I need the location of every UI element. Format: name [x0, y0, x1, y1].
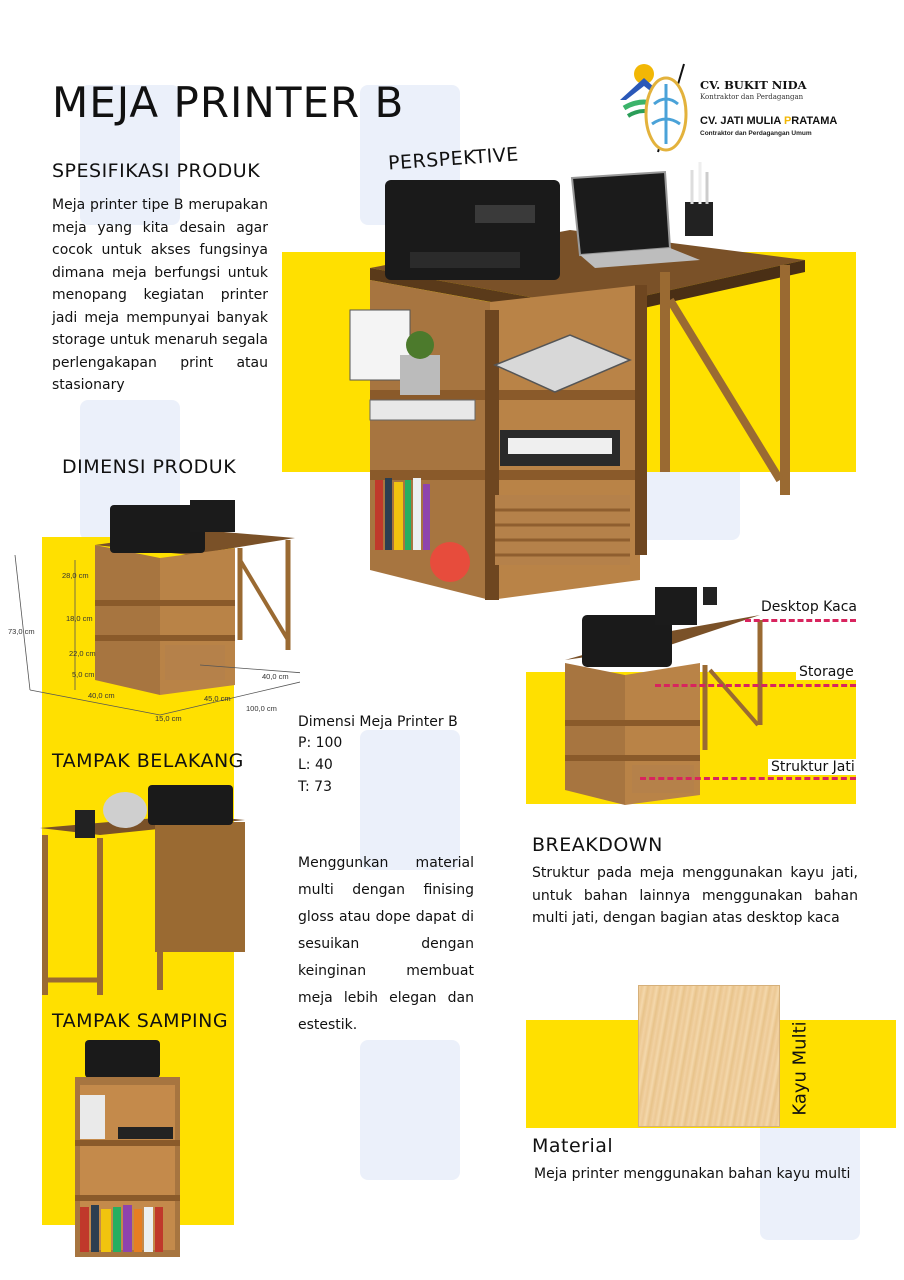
spesifikasi-heading: SPESIFIKASI PRODUK — [52, 160, 261, 182]
dim-label-40-right: 40,0 cm — [262, 672, 289, 681]
dim-label-18: 18,0 cm — [66, 614, 93, 623]
shelf-bar — [370, 470, 640, 480]
dimensi-t: T: 73 — [298, 779, 332, 795]
laptop-icon — [190, 500, 235, 532]
breakdown-heading: BREAKDOWN — [532, 834, 663, 856]
company1-sub: Kontraktor dan Perdagangan — [700, 93, 804, 101]
plant-pot-icon — [400, 355, 440, 395]
book-stack-icon — [118, 1127, 173, 1139]
dimension-drawing — [0, 490, 300, 730]
perspective-desk-render — [340, 160, 810, 610]
laptop-icon — [103, 792, 147, 828]
dim-label-5: 5,0 cm — [72, 670, 95, 679]
perspektive-heading: PERSPEKTIVE — [387, 143, 520, 175]
printer-icon — [85, 1040, 160, 1078]
dimensi-summary-title: Dimensi Meja Printer B — [298, 714, 458, 730]
company2-sub: Contraktor dan Perdagangan Umum — [700, 130, 812, 137]
company1-name: CV. BUKIT NIDA — [700, 78, 807, 92]
storage-label: Storage — [796, 664, 857, 680]
dimensi-l: L: 40 — [298, 757, 333, 773]
dimensi-p: P: 100 — [298, 735, 343, 751]
dimensi-heading: DIMENSI PRODUK — [62, 456, 237, 478]
dim-label-28: 28,0 cm — [62, 571, 89, 580]
breakdown-text: Struktur pada meja menggunakan kayu jati, untuk bahan lainnya menggunakan bahan multi jati, dengan bagian atas desktop kaca — [532, 865, 858, 926]
company2-name-accent: P — [783, 115, 792, 127]
material-text: Meja printer menggunakan bahan kayu multi — [534, 1166, 851, 1182]
back-view-render — [40, 780, 260, 1000]
material-heading: Material — [532, 1135, 614, 1157]
dim-label-22: 22,0 cm — [69, 649, 96, 658]
storage-marker — [655, 684, 856, 687]
company2-name-part: CV. JATI MULIA — [700, 115, 784, 127]
record-icon — [430, 542, 470, 582]
dim-label-73: 73,0 cm — [8, 627, 35, 636]
company2-name-part: RATAMA — [791, 115, 838, 127]
kayu-multi-label: Kayu Multi — [789, 1021, 811, 1116]
spesifikasi-text: Meja printer tipe B merupakan meja yang kita desain agar cocok untuk akses fungsinya dimana meja berfungsi untuk menopang kegiatan printer jadi meja mempunyai banyak storage untuk menaruh segala perlengakapan print atau stasionary — [52, 197, 268, 393]
dim-label-15: 15,0 cm — [155, 714, 182, 723]
desktop-kaca-label: Desktop Kaca — [758, 599, 860, 615]
breakdown-desk-render — [560, 575, 775, 810]
company2-name — [700, 115, 837, 127]
storage-basket-icon — [165, 645, 225, 680]
dim-label-45: 45,0 cm — [204, 694, 231, 703]
laptop-icon — [655, 587, 697, 625]
watermark-logo — [360, 1040, 460, 1180]
company-logos — [612, 60, 852, 156]
tampak-samping-heading: TAMPAK SAMPING — [52, 1010, 229, 1032]
pen-cup-icon — [685, 202, 713, 236]
laptop-icon — [572, 172, 670, 255]
side-view-render — [70, 1035, 185, 1260]
pen-cup-icon — [75, 810, 95, 838]
dim-label-100: 100,0 cm — [246, 704, 277, 713]
pen-cup-icon — [703, 587, 717, 605]
tampak-belakang-heading: TAMPAK BELAKANG — [52, 750, 244, 772]
watermark-logo — [360, 730, 460, 870]
kayu-multi-sample — [638, 985, 780, 1127]
struktur-jati-label: Struktur Jati — [768, 759, 858, 775]
struktur-jati-marker — [640, 777, 856, 780]
books-icon — [80, 1095, 105, 1139]
dim-label-40-left: 40,0 cm — [88, 691, 115, 700]
material-description: Menggunkan material multi dengan finising gloss atau dope dapat di sesuikan dengan keinginan membuat meja lebih elegan dan estestik. — [298, 855, 474, 1033]
jati-mulia-logo-icon — [642, 74, 690, 154]
page-title: MEJA PRINTER B — [52, 78, 405, 127]
book-stack-icon — [370, 400, 475, 420]
desktop-kaca-marker — [745, 619, 856, 622]
printer-icon — [148, 785, 233, 825]
